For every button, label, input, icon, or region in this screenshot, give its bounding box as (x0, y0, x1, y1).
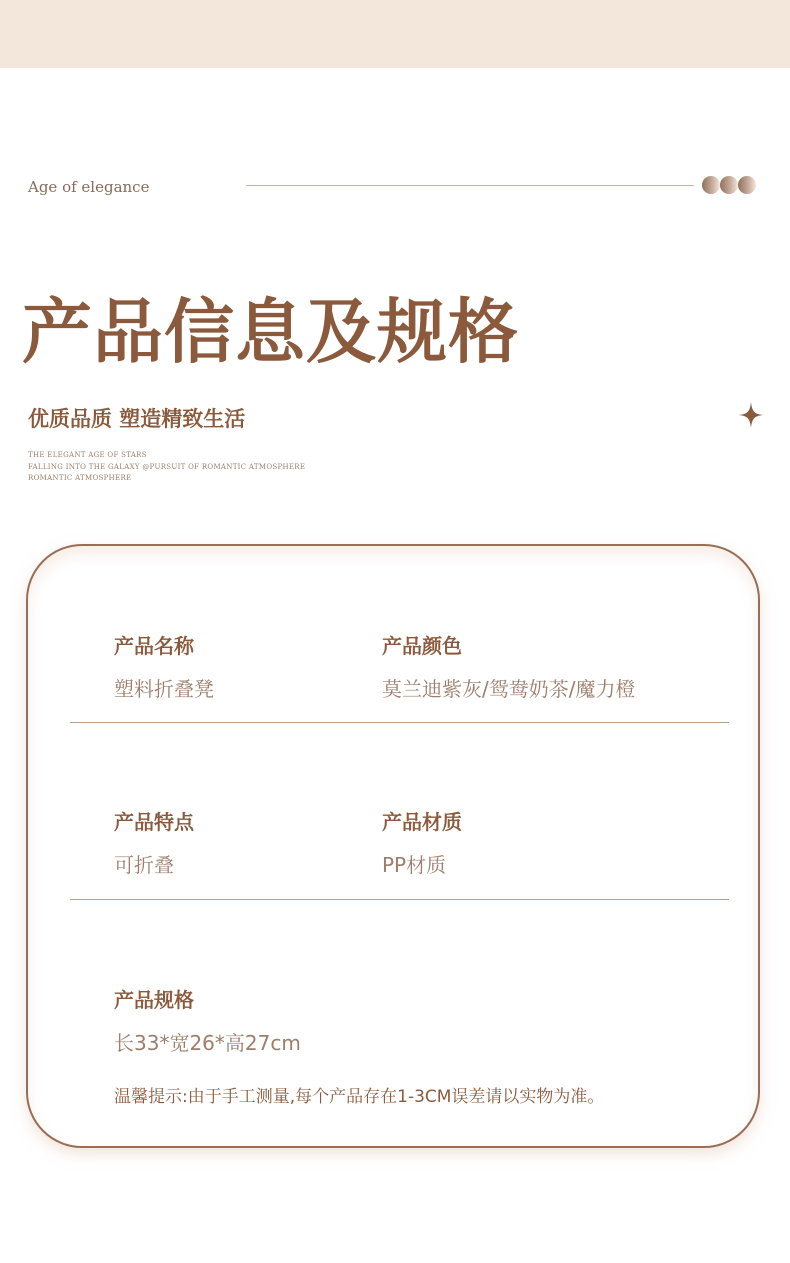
product-name-value: 塑料折叠凳 (114, 677, 214, 701)
header-divider (246, 185, 694, 186)
page-title: 产品信息及规格 (22, 291, 519, 373)
tagline-line: THE ELEGANT AGE OF STARS (28, 451, 147, 459)
row-divider (70, 899, 729, 900)
product-material-value: PP材质 (382, 853, 447, 877)
three-dots-icon (702, 176, 762, 196)
dot-icon (720, 176, 738, 194)
product-feature-label: 产品特点 (114, 810, 194, 834)
measurement-note: 温馨提示:由于手工测量,每个产品存在1-3CM误差请以实物为准。 (114, 1087, 605, 1107)
product-size-value: 长33*宽26*高27cm (114, 1031, 301, 1055)
tagline-line: ROMANTIC ATMOSPHERE (28, 474, 132, 482)
tagline-block (28, 450, 305, 485)
page-subtitle: 优质品质 塑造精致生活 (28, 406, 246, 431)
tagline-line: FALLING INTO THE GALAXY @PURSUIT OF ROMANTIC ATMOSPHERE (28, 462, 306, 471)
spec-card (26, 544, 760, 1148)
product-color-value: 莫兰迪紫灰/鸳鸯奶茶/魔力橙 (382, 677, 636, 701)
product-material-label: 产品材质 (382, 810, 462, 834)
sparkle-icon (737, 400, 765, 430)
product-feature-value: 可折叠 (114, 853, 174, 877)
top-color-band (0, 0, 790, 68)
row-divider (70, 722, 729, 723)
dot-icon (702, 176, 720, 194)
product-color-label: 产品颜色 (382, 634, 462, 658)
product-name-label: 产品名称 (114, 634, 194, 658)
product-size-label: 产品规格 (114, 988, 194, 1012)
brand-text: Age of elegance (28, 178, 150, 196)
dot-icon (738, 176, 756, 194)
